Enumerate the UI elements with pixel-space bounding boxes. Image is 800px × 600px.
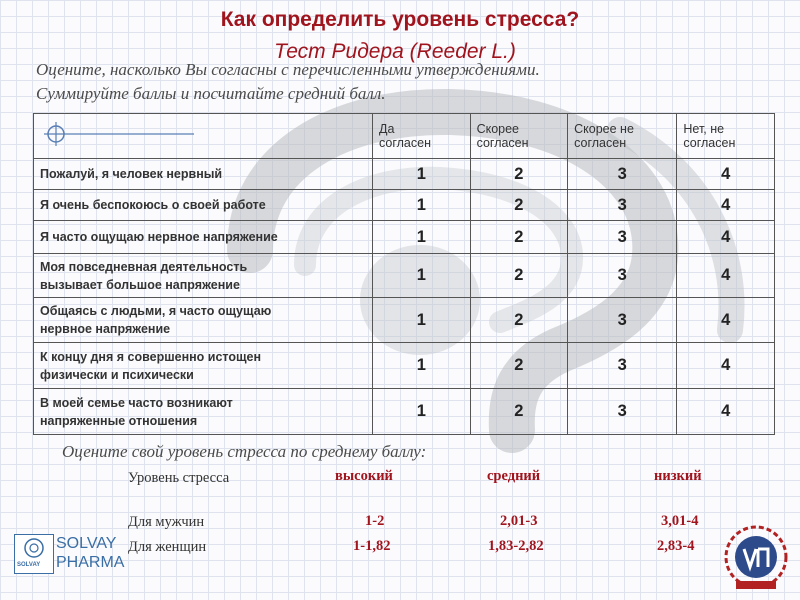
instruction-line-2: Суммируйте баллы и посчитайте средний балл. <box>36 84 386 103</box>
level-low: низкий <box>654 468 702 484</box>
statement-cell: К концу дня я совершенно истощен физически и психически <box>34 343 373 389</box>
score-cell: 1 <box>373 190 471 221</box>
score-cell: 3 <box>568 254 677 298</box>
score-cell: 3 <box>568 159 677 190</box>
score-cell: 3 <box>568 190 677 221</box>
column-header: Скорее не согласен <box>568 114 677 159</box>
level-label: Уровень стресса <box>128 470 230 486</box>
score-cell: 2 <box>470 389 568 435</box>
score-cell: 3 <box>568 221 677 254</box>
solvay-emblem-icon <box>14 534 54 574</box>
score-cell: 4 <box>677 190 775 221</box>
level-high: высокий <box>335 468 393 484</box>
column-header: Нет, не согласен <box>677 114 775 159</box>
score-cell: 2 <box>470 190 568 221</box>
statement-cell: В моей семье часто возникают напряженные отношения <box>34 389 373 435</box>
men-low-range: 3,01-4 <box>661 513 699 529</box>
score-cell: 2 <box>470 221 568 254</box>
page-subtitle: Тест Ридера (Reeder L.) <box>274 40 516 63</box>
column-header: Скорее согласен <box>470 114 568 159</box>
page-title: Как определить уровень стресса? <box>220 8 580 31</box>
table-row <box>34 190 775 221</box>
women-high-range: 1-1,82 <box>353 538 391 554</box>
column-header: Да согласен <box>373 114 471 159</box>
instruction-line-1: Оцените, насколько Вы согласны с перечисленными утверждениями. <box>36 60 540 79</box>
men-medium-range: 2,01-3 <box>500 513 538 529</box>
logo-brand-text: SOLVAY PHARMA <box>56 535 125 571</box>
score-cell: 4 <box>677 159 775 190</box>
stress-test-table <box>33 113 775 435</box>
score-cell: 3 <box>568 389 677 435</box>
crosshair-decoration-icon <box>36 122 196 146</box>
score-cell: 1 <box>373 221 471 254</box>
score-cell: 1 <box>373 389 471 435</box>
table-row <box>34 159 775 190</box>
table-row <box>34 389 775 435</box>
statement-cell: Я очень беспокоюсь о своей работе <box>34 190 373 221</box>
men-label: Для мужчин <box>128 514 205 530</box>
women-label: Для женщин <box>128 539 207 555</box>
statement-cell: Пожалуй, я человек нервный <box>34 159 373 190</box>
score-cell: 4 <box>677 343 775 389</box>
table-row <box>34 343 775 389</box>
score-cell: 4 <box>677 298 775 343</box>
score-cell: 1 <box>373 298 471 343</box>
score-cell: 3 <box>568 343 677 389</box>
women-medium-range: 1,83-2,82 <box>488 538 544 554</box>
level-medium: средний <box>487 468 541 484</box>
score-cell: 2 <box>470 343 568 389</box>
men-high-range: 1-2 <box>365 513 385 529</box>
score-cell: 1 <box>373 343 471 389</box>
vp-emblem-icon <box>720 522 792 592</box>
score-cell: 2 <box>470 159 568 190</box>
score-cell: 4 <box>677 221 775 254</box>
statement-cell: Общаясь с людьми, я часто ощущаю нервное напряжение <box>34 298 373 343</box>
score-cell: 2 <box>470 254 568 298</box>
evaluation-heading: Оцените свой уровень стресса по среднему баллу: <box>62 442 427 461</box>
logo-mini-text: SOLVAY <box>17 562 41 568</box>
score-cell: 1 <box>373 254 471 298</box>
score-cell: 3 <box>568 298 677 343</box>
table-row <box>34 221 775 254</box>
women-low-range: 2,83-4 <box>657 538 695 554</box>
score-cell: 1 <box>373 159 471 190</box>
statement-cell: Моя повседневная деятельность вызывает большое напряжение <box>34 254 373 298</box>
statement-cell: Я часто ощущаю нервное напряжение <box>34 221 373 254</box>
score-cell: 2 <box>470 298 568 343</box>
score-cell: 4 <box>677 254 775 298</box>
table-row <box>34 254 775 298</box>
score-cell: 4 <box>677 389 775 435</box>
table-row <box>34 298 775 343</box>
